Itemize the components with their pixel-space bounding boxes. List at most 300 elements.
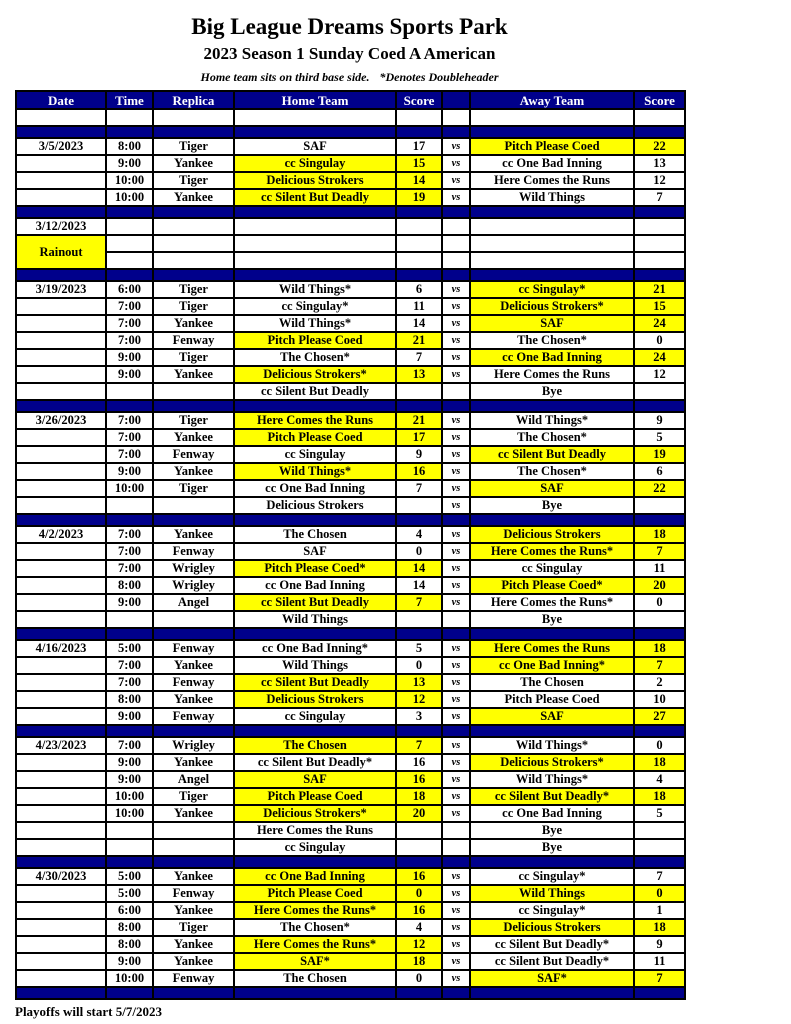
vs-cell: vs xyxy=(442,691,470,708)
separator-row xyxy=(16,514,685,526)
empty-cell xyxy=(634,252,685,269)
game-row xyxy=(16,412,685,429)
home-score-cell: 14 xyxy=(396,172,442,189)
time-cell: 7:00 xyxy=(106,674,153,691)
home-score-cell: 16 xyxy=(396,771,442,788)
away-team-cell: cc Silent But Deadly* xyxy=(470,936,634,953)
date-cell xyxy=(16,657,106,674)
away-score-cell: 21 xyxy=(634,281,685,298)
game-row xyxy=(16,480,685,497)
separator-cell xyxy=(442,514,470,526)
vs-cell: vs xyxy=(442,771,470,788)
empty-cell xyxy=(234,235,396,252)
separator-cell xyxy=(442,126,470,138)
time-cell: 9:00 xyxy=(106,771,153,788)
home-score-cell: 17 xyxy=(396,429,442,446)
home-score-cell xyxy=(396,383,442,400)
away-team-cell: SAF xyxy=(470,708,634,725)
away-score-cell: 22 xyxy=(634,138,685,155)
time-cell: 7:00 xyxy=(106,315,153,332)
home-score-cell: 7 xyxy=(396,594,442,611)
home-team-cell: Wild Things xyxy=(234,611,396,628)
vs-cell: vs xyxy=(442,315,470,332)
game-row xyxy=(16,138,685,155)
home-score-cell: 3 xyxy=(396,708,442,725)
empty-cell xyxy=(634,235,685,252)
home-score-cell: 7 xyxy=(396,349,442,366)
replica-cell: Fenway xyxy=(153,885,234,902)
empty-cell xyxy=(470,252,634,269)
home-score-cell: 4 xyxy=(396,919,442,936)
date-cell xyxy=(16,611,106,628)
time-cell: 5:00 xyxy=(106,868,153,885)
date-cell xyxy=(16,902,106,919)
separator-cell xyxy=(634,725,685,737)
home-team-cell: cc Singulay* xyxy=(234,298,396,315)
home-score-cell: 6 xyxy=(396,281,442,298)
separator-cell xyxy=(153,126,234,138)
time-cell: 7:00 xyxy=(106,332,153,349)
empty-cell xyxy=(470,109,634,126)
home-score-cell: 14 xyxy=(396,560,442,577)
away-team-cell: Wild Things xyxy=(470,885,634,902)
page-title: Big League Dreams Sports Park xyxy=(191,14,508,39)
game-row xyxy=(16,594,685,611)
away-team-cell: Wild Things* xyxy=(470,412,634,429)
separator-cell xyxy=(470,269,634,281)
replica-cell: Tiger xyxy=(153,480,234,497)
away-score-cell: 15 xyxy=(634,298,685,315)
home-team-cell: Wild Things* xyxy=(234,315,396,332)
separator-cell xyxy=(442,269,470,281)
separator-cell xyxy=(634,206,685,218)
home-team-cell: Pitch Please Coed xyxy=(234,788,396,805)
time-cell: 8:00 xyxy=(106,577,153,594)
column-header: Score xyxy=(634,91,685,109)
vs-cell: vs xyxy=(442,970,470,987)
time-cell: 6:00 xyxy=(106,902,153,919)
column-header: Away Team xyxy=(470,91,634,109)
replica-cell: Tiger xyxy=(153,349,234,366)
game-row xyxy=(16,349,685,366)
separator-cell xyxy=(106,206,153,218)
separator-cell xyxy=(153,400,234,412)
replica-cell: Yankee xyxy=(153,155,234,172)
game-row xyxy=(16,674,685,691)
separator-cell xyxy=(442,987,470,999)
home-score-cell: 0 xyxy=(396,657,442,674)
separator-cell xyxy=(396,126,442,138)
replica-cell: Fenway xyxy=(153,970,234,987)
time-cell: 7:00 xyxy=(106,657,153,674)
away-team-cell: SAF* xyxy=(470,970,634,987)
separator-cell xyxy=(442,400,470,412)
column-header xyxy=(442,91,470,109)
game-row xyxy=(16,657,685,674)
vs-cell: vs xyxy=(442,412,470,429)
separator-cell xyxy=(106,126,153,138)
empty-cell xyxy=(153,218,234,235)
home-score-cell xyxy=(396,497,442,514)
vs-cell: vs xyxy=(442,349,470,366)
time-cell: 7:00 xyxy=(106,298,153,315)
bye-row xyxy=(16,383,685,400)
date-cell xyxy=(16,674,106,691)
away-score-cell: 9 xyxy=(634,412,685,429)
separator-cell xyxy=(396,269,442,281)
empty-cell xyxy=(396,109,442,126)
date-cell xyxy=(16,805,106,822)
header-row xyxy=(16,91,685,109)
away-score-cell xyxy=(634,497,685,514)
game-row xyxy=(16,560,685,577)
home-team-cell: cc Singulay xyxy=(234,839,396,856)
date-cell xyxy=(16,543,106,560)
vs-cell: vs xyxy=(442,332,470,349)
vs-cell: vs xyxy=(442,463,470,480)
home-score-cell: 5 xyxy=(396,640,442,657)
separator-cell xyxy=(234,628,396,640)
empty-cell xyxy=(470,218,634,235)
separator-cell xyxy=(16,206,106,218)
separator-cell xyxy=(470,725,634,737)
time-cell xyxy=(106,839,153,856)
away-team-cell: cc Singulay xyxy=(470,560,634,577)
empty-cell xyxy=(106,109,153,126)
column-header: Score xyxy=(396,91,442,109)
away-team-cell: Here Comes the Runs xyxy=(470,172,634,189)
game-row xyxy=(16,919,685,936)
separator-cell xyxy=(396,987,442,999)
home-team-cell: cc Silent But Deadly xyxy=(234,594,396,611)
home-score-cell xyxy=(396,839,442,856)
date-cell xyxy=(16,429,106,446)
home-score-cell: 18 xyxy=(396,953,442,970)
separator-cell xyxy=(634,987,685,999)
game-row xyxy=(16,708,685,725)
vs-cell: vs xyxy=(442,497,470,514)
separator-cell xyxy=(470,206,634,218)
home-score-cell: 12 xyxy=(396,691,442,708)
home-score-cell: 9 xyxy=(396,446,442,463)
away-score-cell: 24 xyxy=(634,349,685,366)
away-team-cell: cc Singulay* xyxy=(470,868,634,885)
date-cell xyxy=(16,936,106,953)
vs-cell: vs xyxy=(442,788,470,805)
date-cell xyxy=(16,771,106,788)
empty-cell xyxy=(442,252,470,269)
replica-cell: Yankee xyxy=(153,953,234,970)
page-subtitle: 2023 Season 1 Sunday Coed A American xyxy=(203,44,496,63)
game-row xyxy=(16,172,685,189)
home-team-cell: cc One Bad Inning xyxy=(234,577,396,594)
home-score-cell: 0 xyxy=(396,970,442,987)
vs-cell: vs xyxy=(442,936,470,953)
time-cell xyxy=(106,611,153,628)
date-cell xyxy=(16,332,106,349)
home-team-cell: cc One Bad Inning xyxy=(234,480,396,497)
game-row xyxy=(16,577,685,594)
away-score-cell xyxy=(634,822,685,839)
bye-row xyxy=(16,611,685,628)
vs-cell: vs xyxy=(442,805,470,822)
away-team-cell: The Chosen* xyxy=(470,463,634,480)
away-team-cell: cc One Bad Inning* xyxy=(470,657,634,674)
separator-cell xyxy=(16,628,106,640)
home-team-cell: Delicious Strokers xyxy=(234,497,396,514)
home-score-cell: 7 xyxy=(396,737,442,754)
replica-cell: Tiger xyxy=(153,412,234,429)
home-team-cell: The Chosen* xyxy=(234,919,396,936)
replica-cell xyxy=(153,383,234,400)
date-cell xyxy=(16,691,106,708)
separator-cell xyxy=(442,206,470,218)
separator-cell xyxy=(470,856,634,868)
game-row xyxy=(16,640,685,657)
replica-cell: Tiger xyxy=(153,172,234,189)
separator-cell xyxy=(106,628,153,640)
home-team-cell: cc One Bad Inning* xyxy=(234,640,396,657)
away-score-cell: 0 xyxy=(634,332,685,349)
game-row xyxy=(16,936,685,953)
home-team-cell: cc Singulay xyxy=(234,708,396,725)
date-cell xyxy=(16,885,106,902)
date-cell xyxy=(16,298,106,315)
away-team-cell: Pitch Please Coed xyxy=(470,138,634,155)
date-cell xyxy=(16,560,106,577)
away-score-cell: 12 xyxy=(634,366,685,383)
time-cell xyxy=(106,497,153,514)
separator-row xyxy=(16,269,685,281)
replica-cell: Fenway xyxy=(153,543,234,560)
date-cell xyxy=(16,594,106,611)
separator-cell xyxy=(153,206,234,218)
home-team-cell: Here Comes the Runs xyxy=(234,412,396,429)
vs-cell: vs xyxy=(442,594,470,611)
game-row xyxy=(16,366,685,383)
away-score-cell: 18 xyxy=(634,788,685,805)
away-score-cell: 7 xyxy=(634,970,685,987)
separator-cell xyxy=(234,514,396,526)
schedule-sheet xyxy=(15,0,684,1020)
away-team-cell: SAF xyxy=(470,315,634,332)
empty-cell xyxy=(396,252,442,269)
separator-cell xyxy=(234,206,396,218)
vs-cell: vs xyxy=(442,577,470,594)
vs-cell: vs xyxy=(442,298,470,315)
away-team-cell: cc Silent But Deadly* xyxy=(470,953,634,970)
away-team-cell: Here Comes the Runs* xyxy=(470,543,634,560)
home-score-cell: 0 xyxy=(396,885,442,902)
separator-row xyxy=(16,400,685,412)
date-cell: 3/19/2023 xyxy=(16,281,106,298)
separator-cell xyxy=(106,400,153,412)
time-cell xyxy=(106,822,153,839)
home-score-cell: 13 xyxy=(396,674,442,691)
game-row xyxy=(16,189,685,206)
time-cell: 10:00 xyxy=(106,172,153,189)
away-score-cell: 22 xyxy=(634,480,685,497)
away-team-cell: Here Comes the Runs xyxy=(470,640,634,657)
away-score-cell: 18 xyxy=(634,754,685,771)
empty-cell xyxy=(234,109,396,126)
away-team-cell: Bye xyxy=(470,611,634,628)
time-cell: 6:00 xyxy=(106,281,153,298)
separator-cell xyxy=(16,269,106,281)
empty-cell xyxy=(442,109,470,126)
away-team-cell: cc Silent But Deadly* xyxy=(470,788,634,805)
away-score-cell: 6 xyxy=(634,463,685,480)
vs-cell: vs xyxy=(442,640,470,657)
date-cell: 3/12/2023 xyxy=(16,218,106,235)
home-score-cell: 14 xyxy=(396,315,442,332)
game-row xyxy=(16,953,685,970)
away-score-cell: 7 xyxy=(634,657,685,674)
home-team-cell: cc Singulay xyxy=(234,155,396,172)
time-cell: 7:00 xyxy=(106,446,153,463)
vs-cell: vs xyxy=(442,902,470,919)
away-score-cell: 7 xyxy=(634,543,685,560)
replica-cell: Fenway xyxy=(153,332,234,349)
away-score-cell: 12 xyxy=(634,172,685,189)
separator-cell xyxy=(470,514,634,526)
time-cell: 7:00 xyxy=(106,543,153,560)
away-score-cell: 10 xyxy=(634,691,685,708)
separator-cell xyxy=(470,400,634,412)
date-cell xyxy=(16,383,106,400)
vs-cell: vs xyxy=(442,543,470,560)
empty-cell xyxy=(634,109,685,126)
game-row xyxy=(16,788,685,805)
date-cell: 3/5/2023 xyxy=(16,138,106,155)
game-row xyxy=(16,902,685,919)
vs-cell xyxy=(442,611,470,628)
away-team-cell: cc Singulay* xyxy=(470,281,634,298)
vs-cell: vs xyxy=(442,953,470,970)
vs-cell: vs xyxy=(442,480,470,497)
separator-row xyxy=(16,725,685,737)
vs-cell: vs xyxy=(442,281,470,298)
home-score-cell: 20 xyxy=(396,805,442,822)
away-score-cell: 27 xyxy=(634,708,685,725)
away-team-cell: Wild Things xyxy=(470,189,634,206)
separator-cell xyxy=(16,856,106,868)
time-cell: 9:00 xyxy=(106,594,153,611)
home-team-cell: Pitch Please Coed xyxy=(234,885,396,902)
vs-cell: vs xyxy=(442,919,470,936)
game-row xyxy=(16,332,685,349)
separator-cell xyxy=(153,987,234,999)
separator-cell xyxy=(442,856,470,868)
time-cell: 8:00 xyxy=(106,936,153,953)
replica-cell xyxy=(153,822,234,839)
away-team-cell: Wild Things* xyxy=(470,737,634,754)
home-score-cell: 19 xyxy=(396,189,442,206)
replica-cell: Fenway xyxy=(153,640,234,657)
replica-cell: Yankee xyxy=(153,805,234,822)
game-row xyxy=(16,315,685,332)
date-cell xyxy=(16,754,106,771)
column-header: Time xyxy=(106,91,153,109)
date-cell: 3/26/2023 xyxy=(16,412,106,429)
replica-cell xyxy=(153,497,234,514)
replica-cell: Tiger xyxy=(153,298,234,315)
away-score-cell: 7 xyxy=(634,868,685,885)
away-score-cell: 13 xyxy=(634,155,685,172)
home-team-cell: Wild Things* xyxy=(234,463,396,480)
replica-cell: Tiger xyxy=(153,281,234,298)
home-team-cell: The Chosen xyxy=(234,737,396,754)
away-team-cell: Here Comes the Runs* xyxy=(470,594,634,611)
separator-cell xyxy=(634,400,685,412)
replica-cell: Wrigley xyxy=(153,560,234,577)
separator-cell xyxy=(234,725,396,737)
time-cell: 5:00 xyxy=(106,640,153,657)
time-cell: 9:00 xyxy=(106,155,153,172)
separator-cell xyxy=(470,628,634,640)
away-score-cell: 19 xyxy=(634,446,685,463)
replica-cell xyxy=(153,611,234,628)
time-cell: 5:00 xyxy=(106,885,153,902)
home-team-cell: Wild Things xyxy=(234,657,396,674)
replica-cell: Fenway xyxy=(153,708,234,725)
game-row xyxy=(16,885,685,902)
time-cell: 7:00 xyxy=(106,526,153,543)
separator-cell xyxy=(234,400,396,412)
rainout-row xyxy=(16,235,685,252)
away-team-cell: Pitch Please Coed* xyxy=(470,577,634,594)
home-score-cell: 11 xyxy=(396,298,442,315)
empty-cell xyxy=(153,252,234,269)
game-row xyxy=(16,754,685,771)
time-cell: 9:00 xyxy=(106,349,153,366)
away-score-cell: 11 xyxy=(634,953,685,970)
vs-cell: vs xyxy=(442,138,470,155)
separator-row xyxy=(16,206,685,218)
replica-cell: Angel xyxy=(153,771,234,788)
replica-cell: Yankee xyxy=(153,902,234,919)
away-score-cell: 4 xyxy=(634,771,685,788)
time-cell: 8:00 xyxy=(106,138,153,155)
vs-cell: vs xyxy=(442,657,470,674)
column-header: Home Team xyxy=(234,91,396,109)
time-cell: 10:00 xyxy=(106,805,153,822)
date-cell: 4/2/2023 xyxy=(16,526,106,543)
game-row xyxy=(16,805,685,822)
home-score-cell: 0 xyxy=(396,543,442,560)
away-score-cell: 9 xyxy=(634,936,685,953)
date-cell: 4/23/2023 xyxy=(16,737,106,754)
vs-cell: vs xyxy=(442,429,470,446)
game-row xyxy=(16,429,685,446)
home-team-cell: cc Silent But Deadly* xyxy=(234,754,396,771)
separator-cell xyxy=(153,269,234,281)
game-row xyxy=(16,771,685,788)
home-team-cell: Here Comes the Runs* xyxy=(234,902,396,919)
empty-cell xyxy=(396,235,442,252)
away-score-cell: 11 xyxy=(634,560,685,577)
vs-cell: vs xyxy=(442,446,470,463)
separator-cell xyxy=(396,856,442,868)
away-score-cell: 18 xyxy=(634,526,685,543)
empty-cell xyxy=(153,109,234,126)
away-score-cell: 0 xyxy=(634,885,685,902)
separator-cell xyxy=(106,269,153,281)
vs-cell xyxy=(442,383,470,400)
replica-cell: Yankee xyxy=(153,189,234,206)
home-team-cell: cc Singulay xyxy=(234,446,396,463)
replica-cell: Yankee xyxy=(153,526,234,543)
